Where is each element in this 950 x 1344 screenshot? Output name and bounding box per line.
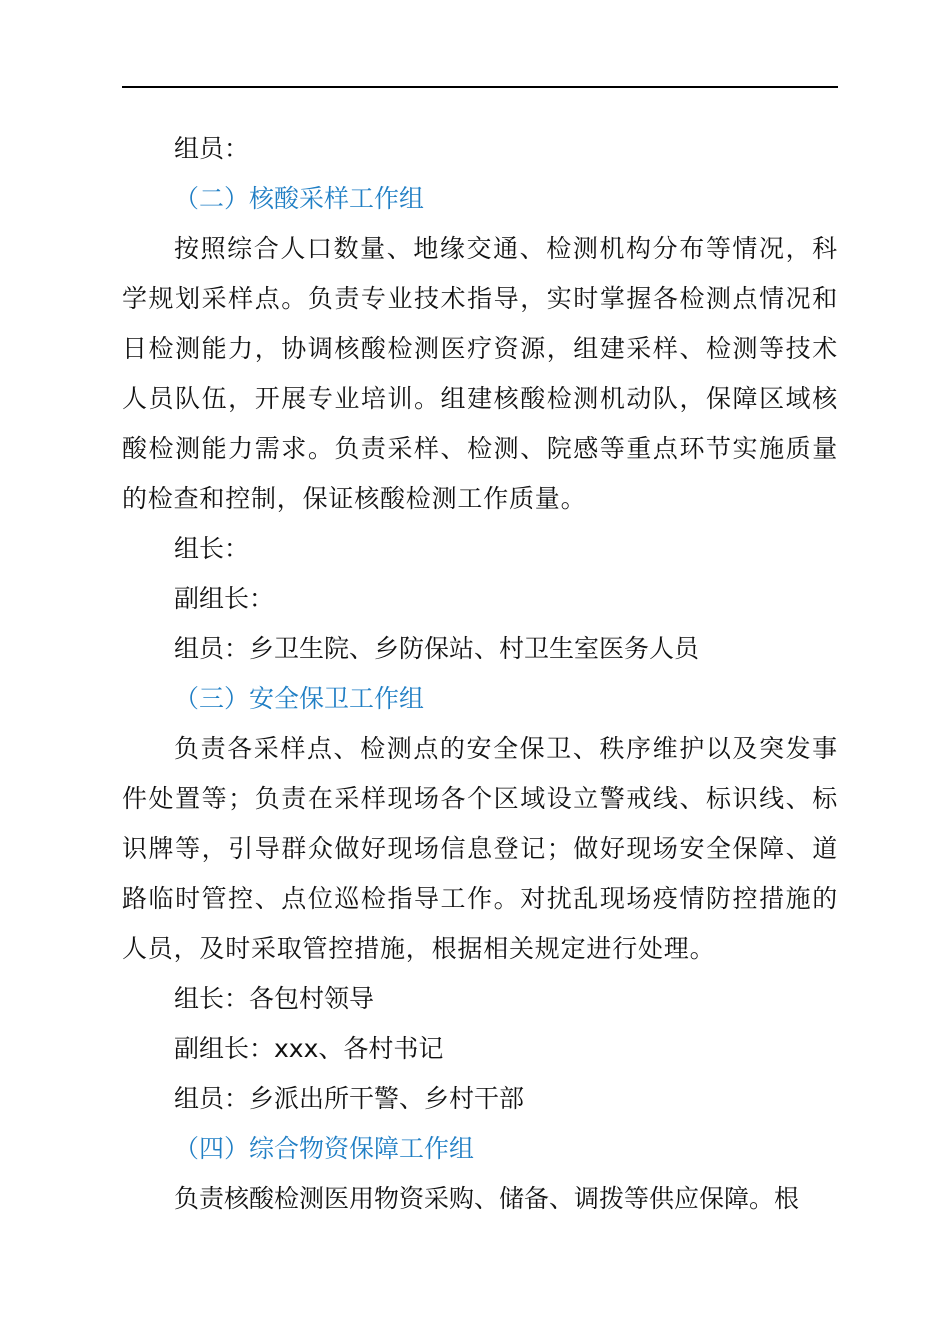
- section-paragraph-supplies: 负责核酸检测医用物资采购、储备、调拨等供应保障。根: [174, 1184, 800, 1213]
- section-heading-security: （三）安全保卫工作组: [174, 684, 425, 713]
- section-paragraph-sampling: 按照综合人口数量、地缘交通、检测机构分布等情况，科学规划采样点。负责专业技术指导，实时掌握各检测点情况和日检测能力，协调核酸检测医疗资源，组建采样、检测等技术人员队伍，开展专业培训。组建核酸检测机动队，保障区域核酸检测能力需求。负责采样、检测、院感等重点环节实施质量的检查和控制，保证核酸检测工作质量。: [122, 234, 838, 513]
- leader-line: 组长：各包村领导: [174, 984, 375, 1013]
- leader-line: 组长：: [174, 534, 250, 563]
- members-line: 组员：乡卫生院、乡防保站、村卫生室医务人员: [174, 634, 700, 663]
- document-body: [122, 124, 838, 1224]
- section-heading-supplies: （四）综合物资保障工作组: [174, 1134, 475, 1163]
- section-paragraph-security: 负责各采样点、检测点的安全保卫、秩序维护以及突发事件处置等；负责在采样现场各个区域设立警戒线、标识线、标识牌等，引导群众做好现场信息登记；做好现场安全保障、道路临时管控、点位巡检指导工作。对扰乱现场疫情防控措施的人员，及时采取管控措施，根据相关规定进行处理。: [122, 734, 838, 963]
- deputy-leader-line: 副组长：xxx、各村书记: [174, 1034, 444, 1063]
- members-line: 组员：乡派出所干警、乡村干部: [174, 1084, 525, 1113]
- header-rule: [122, 86, 838, 88]
- deputy-leader-line: 副组长：: [174, 584, 275, 613]
- members-line: 组员：: [174, 134, 250, 163]
- section-heading-sampling: （二）核酸采样工作组: [174, 184, 425, 213]
